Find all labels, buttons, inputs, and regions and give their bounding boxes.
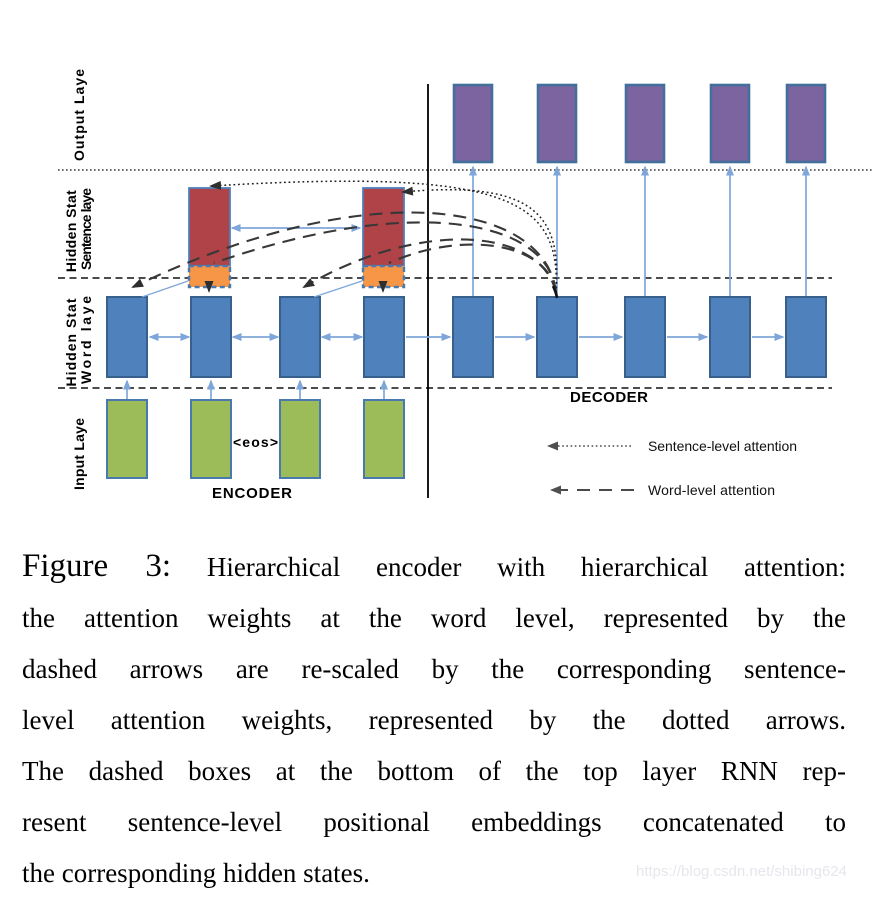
caption-line: level attention weights, represented by the dotted arrows. (22, 705, 846, 735)
word-layer-label: Hidden Stat Word laye (63, 296, 94, 387)
decoder-word-box (453, 297, 493, 377)
caption-text: Hierarchical encoder with hierarchical attention: (206, 552, 847, 582)
input-box (191, 400, 231, 478)
output-layer-boxes (454, 85, 825, 162)
word-layer-boxes (107, 297, 826, 377)
watermark: https://blog.csdn.net/shibing624 (636, 863, 847, 880)
encoder-word-box (191, 297, 231, 377)
input-box (364, 400, 404, 478)
sentence-word-link (142, 281, 188, 297)
input-box (107, 400, 147, 478)
caption-line (22, 541, 846, 593)
legend-word-label: Word-level attention (648, 482, 775, 498)
legend (549, 438, 797, 498)
decoder-word-box (537, 297, 577, 377)
encoder-word-box (107, 297, 147, 377)
decoder-label: DECODER (570, 389, 648, 406)
sentence-layer-boxes (189, 188, 404, 287)
figure-caption (22, 541, 846, 899)
output-box (538, 85, 576, 162)
decoder-word-box (786, 297, 826, 377)
caption-line: dashed arrows are re-scaled by the corresponding sentence- (22, 654, 846, 684)
sentence-layer-label: Hidden Stat Sentence laye (63, 188, 94, 273)
output-box (454, 85, 492, 162)
output-layer-label: Output Laye (71, 69, 87, 161)
caption-line: The dashed boxes at the bottom of the top layer RNN rep- (22, 756, 846, 786)
caption-line: the corresponding hidden states. (22, 858, 370, 888)
decoder-word-box (710, 297, 750, 377)
eos-label: <eos> (233, 434, 278, 450)
word-attention-arc (304, 239, 556, 293)
encoder-word-box (364, 297, 404, 377)
output-box (626, 85, 664, 162)
layer-labels (63, 69, 94, 490)
input-layer-label: Input Laye (71, 418, 87, 490)
encoder-word-box (280, 297, 320, 377)
caption-line: resent sentence-level positional embeddings concatenated to (22, 807, 846, 837)
output-box (787, 85, 825, 162)
figure-number: Figure 3: (22, 548, 172, 584)
output-box (711, 85, 749, 162)
sentence-state-box (363, 188, 404, 266)
caption-line: the attention weights at the word level, represented by the (22, 603, 846, 633)
input-box (280, 400, 320, 478)
decoder-word-box (625, 297, 665, 377)
legend-sentence-label: Sentence-level attention (648, 438, 797, 454)
encoder-label: ENCODER (212, 485, 292, 502)
sentence-word-link (314, 281, 362, 297)
